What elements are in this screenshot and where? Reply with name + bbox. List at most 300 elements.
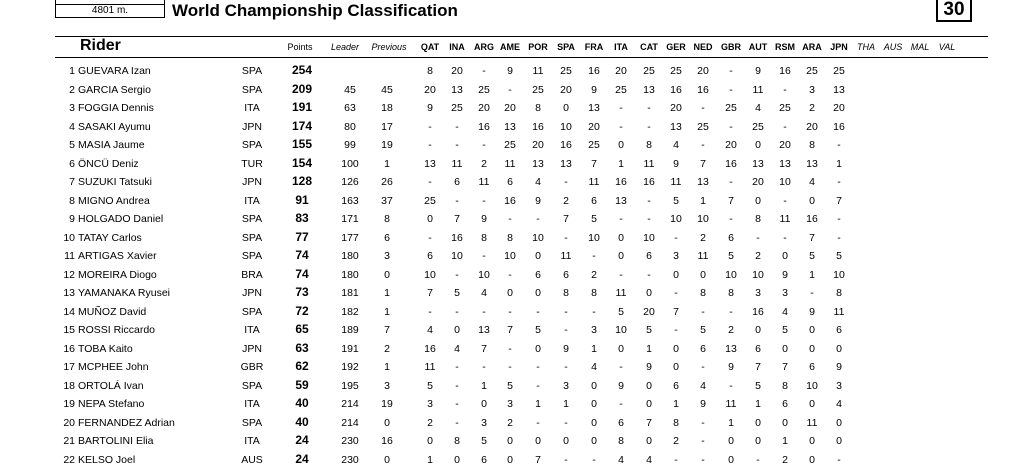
race-points-por: 6 — [535, 268, 541, 281]
race-points-rsm: - — [783, 231, 787, 244]
race-points-aut: 0 — [755, 139, 761, 151]
race-points-aut: 2 — [755, 250, 761, 262]
race-points-jpn: 4 — [836, 398, 842, 410]
race-points-rsm: 7 — [782, 361, 788, 373]
race-points-jpn: - — [837, 176, 841, 188]
rider-name: ÖNCÜ Deniz — [78, 157, 139, 170]
race-points-jpn: - — [837, 139, 841, 151]
race-points-qat: 13 — [424, 157, 436, 170]
race-points-cat: 16 — [643, 176, 655, 188]
race-points-rsm: 0 — [782, 342, 788, 355]
gap-to-leader: 192 — [341, 361, 359, 373]
race-points-jpn: 7 — [836, 194, 842, 207]
race-points-rsm: 6 — [782, 398, 788, 410]
race-points-gbr: 9 — [728, 361, 734, 373]
race-points-spa: 1 — [563, 398, 569, 410]
race-points-ned: - — [701, 435, 705, 447]
race-header-ina: INA — [449, 42, 465, 52]
rider-nation: TUR — [241, 157, 263, 170]
rider-points: 62 — [295, 359, 309, 373]
race-points-ita: - — [619, 398, 623, 410]
race-points-fra: 6 — [591, 194, 597, 207]
race-points-cat: 1 — [646, 342, 652, 355]
race-points-por: 7 — [535, 453, 541, 466]
race-points-ara: 25 — [806, 65, 818, 77]
race-points-spa: 0 — [563, 102, 569, 114]
race-points-por: 20 — [532, 139, 544, 151]
race-points-spa: - — [564, 453, 568, 466]
race-points-fra: 20 — [588, 120, 600, 133]
race-points-gbr: 1 — [728, 416, 734, 429]
race-points-fra: 2 — [591, 268, 597, 281]
gap-to-previous: 3 — [384, 379, 390, 392]
page-title: World Championship Classification — [172, 1, 458, 20]
race-points-spa: 13 — [560, 157, 572, 170]
race-points-por: 0 — [535, 287, 541, 299]
race-points-ita: 16 — [615, 176, 627, 188]
race-points-fra: 3 — [591, 324, 597, 336]
race-points-ger: - — [674, 324, 678, 336]
race-points-ame: - — [508, 361, 512, 373]
race-points-rsm: 1 — [782, 435, 788, 447]
rider-points: 91 — [295, 192, 309, 207]
race-points-cat: 10 — [643, 231, 655, 244]
race-header-aus: AUS — [883, 42, 903, 52]
table-row — [0, 81, 1012, 100]
race-points-ara: 10 — [806, 379, 818, 392]
race-points-por: 1 — [535, 398, 541, 410]
race-points-arg: 1 — [481, 379, 487, 392]
race-points-arg: 10 — [478, 268, 490, 281]
race-points-ned: - — [701, 305, 705, 318]
rider-nation: JPN — [242, 176, 262, 188]
race-points-qat: - — [428, 139, 432, 151]
race-points-ina: - — [455, 139, 459, 151]
race-points-ina: 7 — [454, 213, 460, 225]
race-points-spa: 10 — [560, 120, 572, 133]
race-points-cat: - — [647, 102, 651, 114]
race-points-arg: 5 — [481, 435, 487, 447]
rider-nation: SPA — [241, 139, 263, 151]
race-points-aut: - — [756, 231, 760, 244]
race-points-por: - — [536, 416, 540, 429]
race-points-jpn: 0 — [836, 416, 842, 429]
table-row — [0, 284, 1012, 303]
rider-position: 18 — [63, 379, 75, 392]
rider-name: MUÑOZ David — [78, 305, 147, 318]
race-points-ger: - — [674, 287, 678, 299]
race-points-rsm: 3 — [782, 287, 788, 299]
race-points-por: - — [536, 361, 540, 373]
race-points-rsm: - — [783, 194, 787, 207]
race-points-por: 4 — [535, 176, 541, 188]
race-points-ned: 8 — [700, 287, 706, 299]
race-points-arg: 7 — [481, 342, 487, 355]
gap-to-leader: 180 — [341, 268, 359, 281]
race-points-ina: - — [455, 305, 459, 318]
race-points-ara: 2 — [809, 102, 815, 114]
rider-name: NEPA Stefano — [78, 398, 145, 410]
race-points-ame: 0 — [507, 287, 513, 299]
race-points-ara: 8 — [809, 139, 815, 151]
race-points-por: 16 — [532, 120, 544, 133]
race-points-gbr: 6 — [728, 231, 734, 244]
race-header-rsm: RSM — [775, 42, 795, 52]
race-points-por: 9 — [535, 194, 541, 207]
race-points-ara: 0 — [809, 398, 815, 410]
rider-position: 14 — [63, 305, 75, 318]
race-points-ita: 0 — [618, 231, 624, 244]
race-points-fra: 25 — [588, 139, 600, 151]
race-points-cat: - — [647, 268, 651, 281]
rider-nation: ITA — [244, 102, 260, 114]
gap-to-leader: 189 — [341, 324, 359, 336]
race-header-ned: NED — [693, 42, 713, 52]
race-header-fra: FRA — [584, 42, 604, 52]
race-points-aut: - — [756, 453, 760, 466]
table-row — [0, 155, 1012, 174]
race-points-ina: - — [455, 398, 459, 410]
race-points-ame: - — [508, 213, 512, 225]
rider-nation: SPA — [241, 65, 263, 77]
rider-position: 17 — [63, 361, 75, 373]
race-points-ame: 2 — [507, 416, 513, 429]
race-points-fra: 1 — [591, 342, 597, 355]
race-points-ara: 0 — [809, 453, 815, 466]
gap-to-leader: 163 — [341, 194, 359, 207]
race-points-spa: 0 — [563, 435, 569, 447]
race-points-qat: 4 — [427, 324, 433, 336]
race-points-ame: 0 — [507, 453, 513, 466]
race-points-fra: - — [592, 250, 596, 262]
race-points-gbr: 0 — [728, 435, 734, 447]
race-points-jpn: - — [837, 213, 841, 225]
gap-to-previous: 1 — [384, 287, 390, 299]
race-points-aut: 7 — [755, 361, 761, 373]
gap-to-previous: 26 — [381, 176, 393, 188]
race-points-arg: 0 — [481, 398, 487, 410]
race-points-ger: 7 — [673, 305, 679, 318]
race-points-ned: - — [701, 102, 705, 114]
race-points-ita: 9 — [618, 379, 624, 392]
rider-position: 20 — [63, 416, 75, 429]
race-points-arg: - — [482, 139, 486, 151]
race-points-gbr: 25 — [725, 102, 737, 114]
race-points-ger: 10 — [670, 213, 682, 225]
race-points-gbr: - — [729, 379, 733, 392]
rider-name: YAMANAKA Ryusei — [78, 287, 171, 299]
race-points-jpn: 3 — [836, 379, 842, 392]
race-points-fra: 0 — [591, 416, 597, 429]
race-points-ina: 25 — [451, 102, 463, 114]
race-points-ita: - — [619, 268, 623, 281]
rider-nation: JPN — [242, 120, 262, 133]
table-row — [0, 395, 1012, 414]
gap-to-previous: 16 — [381, 435, 393, 447]
race-points-ned: - — [701, 361, 705, 373]
race-points-spa: 6 — [563, 268, 569, 281]
rider-name: TOBA Kaito — [78, 342, 133, 355]
rider-name: GARCIA Sergio — [78, 83, 151, 96]
race-points-ame: - — [508, 342, 512, 355]
race-points-ger: 11 — [670, 176, 682, 188]
race-points-arg: 8 — [481, 231, 487, 244]
race-points-aut: 0 — [755, 324, 761, 336]
race-points-qat: 25 — [424, 194, 436, 207]
race-points-ame: 9 — [507, 65, 513, 77]
gap-to-leader: 230 — [341, 435, 359, 447]
race-points-qat: 6 — [427, 250, 433, 262]
column-header-leader: Leader — [330, 42, 360, 52]
race-points-arg: - — [482, 194, 486, 207]
race-points-cat: 6 — [646, 250, 652, 262]
gap-to-leader: 214 — [341, 398, 359, 410]
race-points-qat: 9 — [427, 102, 433, 114]
race-points-spa: 9 — [563, 342, 569, 355]
rider-points: 72 — [295, 303, 309, 318]
race-points-ina: 20 — [451, 65, 463, 77]
rider-name: FOGGIA Dennis — [78, 102, 154, 114]
race-points-ned: 5 — [700, 324, 706, 336]
race-points-por: 0 — [535, 250, 541, 262]
race-header-gbr: GBR — [721, 42, 741, 52]
rider-points: 40 — [295, 396, 309, 410]
race-points-jpn: 6 — [836, 324, 842, 336]
rider-position: 4 — [69, 120, 75, 133]
race-points-ita: 8 — [618, 435, 624, 447]
race-points-ger: 3 — [673, 250, 679, 262]
race-points-ned: - — [701, 416, 705, 429]
race-points-gbr: - — [729, 305, 733, 318]
race-points-ina: 13 — [451, 83, 463, 96]
rider-name: MASIA Jaume — [78, 139, 145, 151]
table-row — [0, 432, 1012, 451]
race-points-ara: - — [810, 287, 814, 299]
rider-position: 13 — [63, 287, 75, 299]
race-points-ame: 16 — [504, 194, 516, 207]
gap-to-leader: 191 — [341, 342, 359, 355]
gap-to-leader: 100 — [341, 157, 359, 170]
gap-to-previous: 8 — [384, 213, 390, 225]
race-points-arg: 3 — [481, 416, 487, 429]
race-points-ara: 0 — [809, 435, 815, 447]
race-points-ger: 4 — [673, 139, 679, 151]
race-points-aut: 8 — [755, 213, 761, 225]
race-points-fra: 11 — [588, 176, 600, 188]
rider-name: SUZUKI Tatsuki — [78, 176, 152, 188]
race-points-fra: 13 — [588, 102, 600, 114]
race-points-ara: 0 — [809, 194, 815, 207]
race-points-ame: 5 — [507, 379, 513, 392]
race-points-ina: 16 — [451, 231, 463, 244]
race-points-jpn: - — [837, 453, 841, 466]
rider-points: 59 — [295, 377, 309, 392]
race-points-ned: 1 — [700, 194, 706, 207]
column-header-rider: Rider — [80, 37, 121, 54]
race-points-ned: 2 — [700, 231, 706, 244]
gap-to-leader: 80 — [344, 120, 356, 133]
race-points-spa: 20 — [560, 83, 572, 96]
race-points-por: - — [536, 305, 540, 318]
race-points-gbr: 2 — [728, 324, 734, 336]
race-points-aut: 13 — [752, 157, 764, 170]
rider-position: 5 — [69, 139, 75, 151]
race-points-jpn: 20 — [833, 102, 845, 114]
race-points-ara: 5 — [809, 250, 815, 262]
race-points-ame: 13 — [504, 120, 516, 133]
race-points-aut: 1 — [755, 398, 761, 410]
race-points-rsm: 0 — [782, 250, 788, 262]
race-points-ita: 20 — [615, 65, 627, 77]
race-points-por: 8 — [535, 102, 541, 114]
table-row — [0, 99, 1012, 118]
race-points-aut: 9 — [755, 65, 761, 77]
gap-to-leader: 177 — [341, 231, 359, 244]
race-points-por: 0 — [535, 342, 541, 355]
race-points-fra: - — [592, 305, 596, 318]
gap-to-previous: 0 — [384, 416, 390, 429]
race-points-ara: 9 — [809, 305, 815, 318]
race-points-por: 5 — [535, 324, 541, 336]
track-distance: 4801 m. — [91, 5, 129, 16]
gap-to-leader: 180 — [341, 250, 359, 262]
gap-to-previous: 3 — [384, 250, 390, 262]
race-points-spa: 7 — [563, 213, 569, 225]
rider-name: KELSO Joel — [78, 453, 136, 466]
race-points-ita: - — [619, 361, 623, 373]
race-points-rsm: 9 — [782, 268, 788, 281]
race-points-ame: 25 — [504, 139, 516, 151]
race-points-cat: 9 — [646, 361, 652, 373]
race-points-fra: 7 — [591, 157, 597, 170]
race-header-cat: CAT — [640, 42, 658, 52]
race-points-aut: 0 — [755, 194, 761, 207]
race-points-ita: 6 — [618, 416, 624, 429]
race-points-qat: 8 — [427, 65, 433, 77]
gap-to-previous: 19 — [381, 139, 393, 151]
race-points-fra: 16 — [588, 65, 600, 77]
race-points-ita: 5 — [618, 305, 624, 318]
race-points-ita: 4 — [618, 453, 624, 466]
race-points-ame: 10 — [504, 250, 516, 262]
race-points-cat: 5 — [646, 324, 652, 336]
rider-points: 65 — [295, 322, 309, 336]
race-points-ita: 10 — [615, 324, 627, 336]
race-points-jpn: 0 — [836, 342, 842, 355]
race-points-rsm: 4 — [782, 305, 788, 318]
race-header-ita: ITA — [614, 42, 628, 52]
rider-position: 9 — [69, 213, 75, 225]
race-points-cat: 0 — [646, 379, 652, 392]
race-points-ina: - — [455, 268, 459, 281]
race-points-ina: 10 — [451, 250, 463, 262]
race-points-ita: - — [619, 213, 623, 225]
table-row — [0, 247, 1012, 266]
gap-to-leader: 99 — [344, 139, 356, 151]
rider-nation: ITA — [244, 398, 260, 410]
race-points-aut: 10 — [752, 268, 764, 281]
rider-position: 16 — [63, 342, 75, 355]
race-points-gbr: 0 — [728, 453, 734, 466]
rider-nation: JPN — [242, 287, 262, 299]
gap-to-previous: 19 — [381, 398, 393, 410]
race-points-jpn: 11 — [833, 305, 845, 318]
race-points-jpn: 16 — [833, 120, 845, 133]
race-points-ned: - — [701, 139, 705, 151]
rider-name: MOREIRA Diogo — [78, 268, 157, 281]
rider-points: 77 — [295, 229, 309, 244]
race-points-ame: 7 — [507, 324, 513, 336]
race-points-ger: 8 — [673, 416, 679, 429]
race-points-ita: 0 — [618, 139, 624, 151]
race-points-ara: 0 — [809, 324, 815, 336]
race-points-fra: 0 — [591, 435, 597, 447]
race-points-arg: 4 — [481, 287, 487, 299]
race-points-ame: 6 — [507, 176, 513, 188]
race-points-ger: 0 — [673, 268, 679, 281]
race-points-por: - — [536, 379, 540, 392]
race-points-ame: 20 — [504, 102, 516, 114]
gap-to-leader: 195 — [341, 379, 359, 392]
race-points-ame: 8 — [507, 231, 513, 244]
rider-position: 12 — [63, 268, 75, 281]
rider-points: 73 — [295, 285, 309, 299]
race-points-arg: - — [482, 250, 486, 262]
table-row — [0, 451, 1012, 470]
race-points-ned: 7 — [700, 157, 706, 170]
race-points-ara: 11 — [806, 416, 818, 429]
race-points-arg: 13 — [478, 324, 490, 336]
race-points-cat: 11 — [643, 157, 655, 170]
race-points-ned: 10 — [697, 213, 709, 225]
race-points-gbr: - — [729, 65, 733, 77]
race-points-spa: 16 — [560, 139, 572, 151]
distance-box — [55, 0, 165, 18]
rider-name: ORTOLÁ Ivan — [78, 379, 144, 392]
rider-position: 19 — [63, 398, 75, 410]
rider-nation: AUS — [241, 453, 263, 466]
gap-to-previous: 7 — [384, 324, 390, 336]
race-points-cat: 0 — [646, 398, 652, 410]
rider-position: 21 — [63, 435, 75, 447]
rider-name: GUEVARA Izan — [78, 65, 151, 77]
rider-points: 74 — [295, 266, 309, 281]
race-points-rsm: - — [783, 120, 787, 133]
race-points-ned: 13 — [697, 176, 709, 188]
race-points-ame: 3 — [507, 398, 513, 410]
race-points-aut: 0 — [755, 416, 761, 429]
rider-points: 24 — [295, 433, 309, 447]
rider-nation: GBR — [240, 361, 264, 373]
race-points-cat: - — [647, 120, 651, 133]
rider-points: 83 — [295, 211, 309, 225]
race-points-ara: 0 — [809, 342, 815, 355]
race-points-ita: 1 — [618, 157, 624, 170]
race-points-ina: 4 — [454, 342, 460, 355]
race-points-ina: 8 — [454, 435, 460, 447]
race-points-rsm: 8 — [782, 379, 788, 392]
race-points-rsm: 0 — [782, 416, 788, 429]
race-points-gbr: 5 — [728, 250, 734, 262]
race-points-jpn: 0 — [836, 435, 842, 447]
rider-points: 155 — [291, 137, 313, 151]
race-header-qat: QAT — [420, 42, 440, 52]
rider-points: 63 — [295, 340, 309, 355]
race-points-ara: 4 — [809, 176, 815, 188]
race-points-qat: 2 — [427, 416, 433, 429]
race-points-ara: 1 — [809, 268, 815, 281]
race-points-ame: 0 — [507, 435, 513, 447]
